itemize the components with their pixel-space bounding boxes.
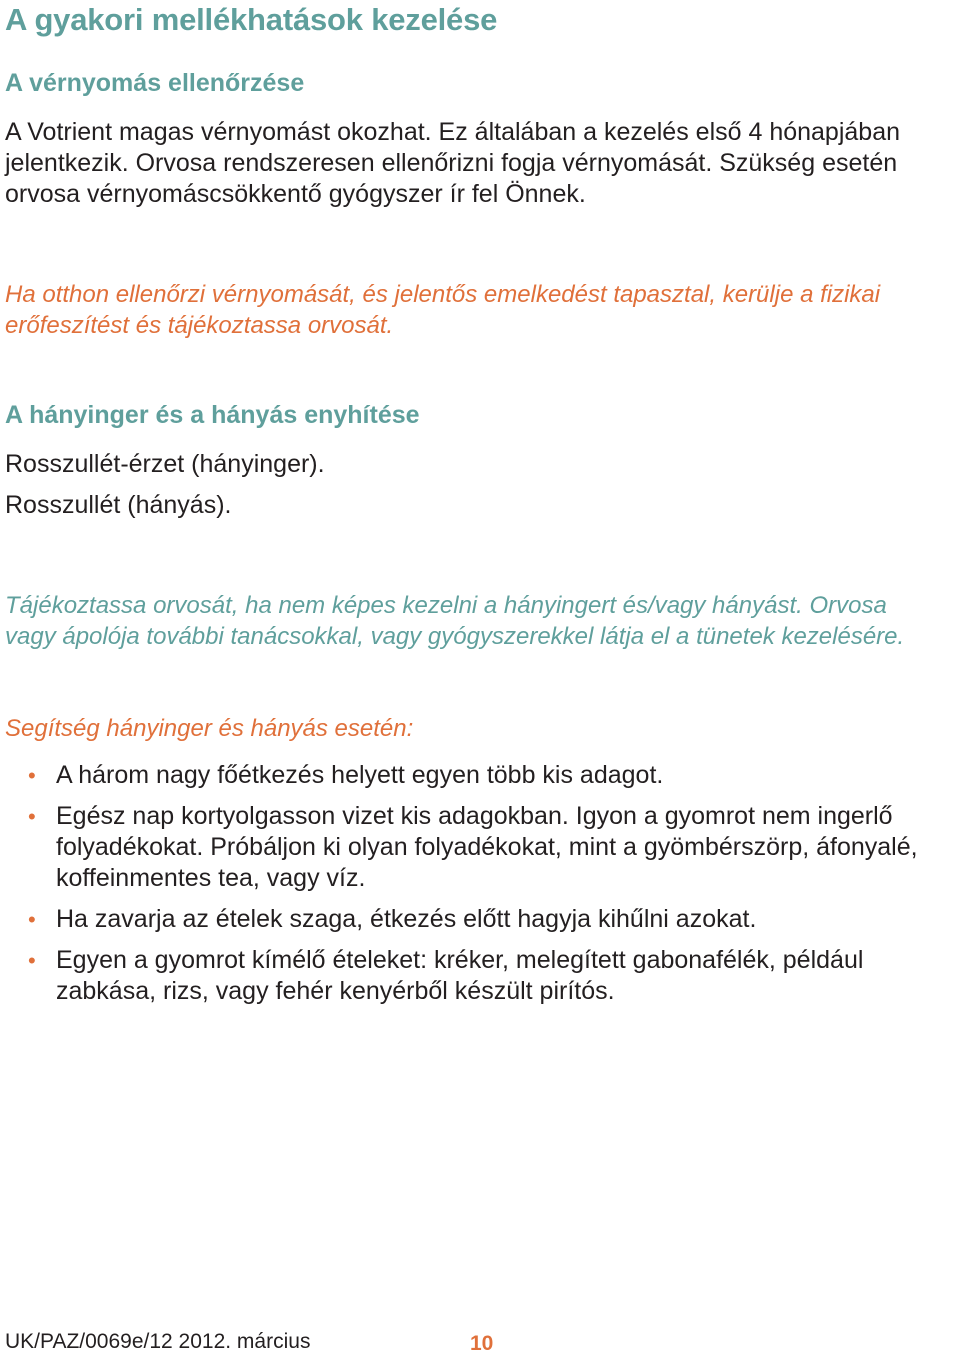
tip-line: A három nagy főétkezés helyett egyen több kis adagot. <box>56 761 664 789</box>
warning-line: erőfeszítést és tájékoztassa orvosát. <box>5 312 394 339</box>
tip-line: Ha zavarja az ételek szaga, étkezés előtt hagyja kihűlni azokat. <box>56 905 757 933</box>
tips-list <box>0 760 960 1017</box>
info-line: vagy ápolója további tanácsokkal, vagy gyógyszerekkel látja el a tünetek kezelésére. <box>5 623 905 650</box>
page-title: A gyakori mellékhatások kezelése <box>5 2 498 37</box>
tip-line: Egyen a gyomrot kímélő ételeket: kréker, melegített gabonafélék, például <box>56 946 864 974</box>
tip-line: Egész nap kortyolgasson vizet kis adagokban. Igyon a gyomrot nem ingerlő <box>56 802 893 830</box>
paragraph-line: orvosa vérnyomáscsökkentő gyógyszer ír fel Önnek. <box>5 180 586 208</box>
nausea-line-2: Rosszullét (hányás). <box>5 491 232 519</box>
info-line: Tájékoztassa orvosát, ha nem képes kezelni a hányingert és/vagy hányást. Orvosa <box>5 592 887 619</box>
blood-pressure-warning <box>5 279 960 341</box>
nausea-heading: A hányinger és a hányás enyhítése <box>5 401 420 429</box>
page-number: 10 <box>470 1332 494 1355</box>
blood-pressure-paragraph <box>5 117 960 210</box>
bullet-icon: • <box>28 804 36 829</box>
paragraph-line: A Votrient magas vérnyomást okozhat. Ez általában a kezelés első 4 hónapjában <box>5 118 901 146</box>
bullet-icon: • <box>28 948 36 973</box>
help-heading: Segítség hányinger és hányás esetén: <box>5 715 414 742</box>
nausea-line-1: Rosszullét-érzet (hányinger). <box>5 450 325 478</box>
bullet-icon: • <box>28 763 36 788</box>
list-item <box>0 945 960 1007</box>
list-item <box>0 904 960 935</box>
tip-line: koffeinmentes tea, vagy víz. <box>56 864 366 892</box>
blood-pressure-heading: A vérnyomás ellenőrzése <box>5 69 305 97</box>
warning-line: Ha otthon ellenőrzi vérnyomását, és jelentős emelkedést tapasztal, kerülje a fizikai <box>5 281 881 308</box>
nausea-info <box>5 590 960 652</box>
document-code: UK/PAZ/0069e/12 2012. március <box>5 1330 311 1353</box>
tip-line: folyadékokat. Próbáljon ki olyan folyadékokat, mint a gyömbérszörp, áfonyalé, <box>56 833 918 861</box>
tip-line: zabkása, rizs, vagy fehér kenyérből készült pirítós. <box>56 977 615 1005</box>
bullet-icon: • <box>28 907 36 932</box>
list-item <box>0 760 960 791</box>
list-item <box>0 801 960 894</box>
paragraph-line: jelentkezik. Orvosa rendszeresen ellenőrizni fogja vérnyomását. Szükség esetén <box>5 149 898 177</box>
